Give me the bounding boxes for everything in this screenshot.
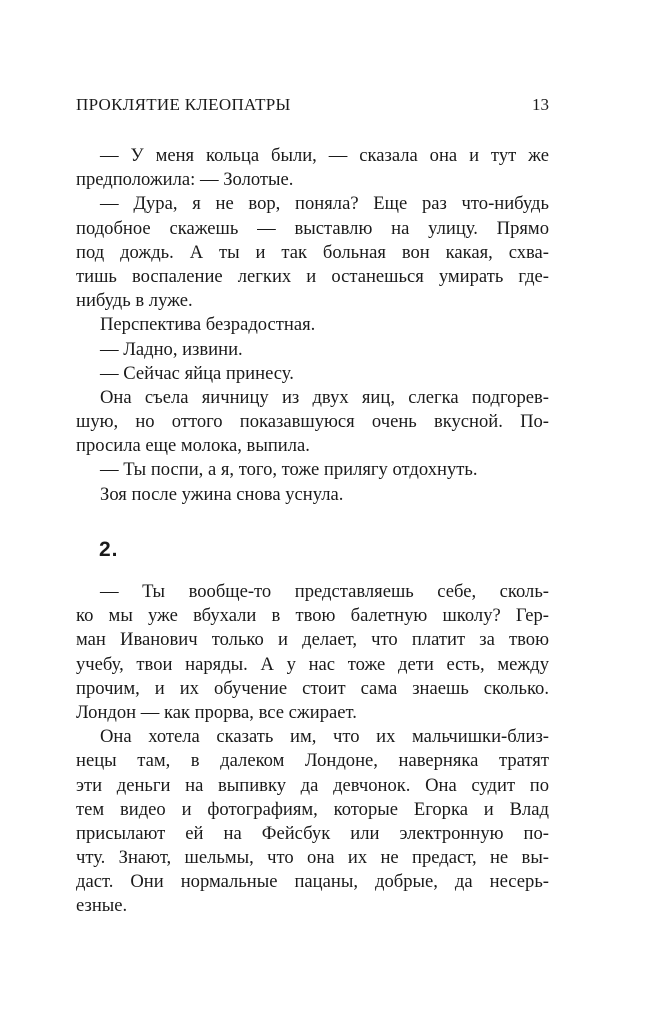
text-line: Зоя после ужина снова уснула. <box>100 483 344 505</box>
text-line: ман Иванович только и делает, что платит за твою <box>76 629 549 651</box>
text-line: — Ты поспи, а я, того, тоже прилягу отдохнуть. <box>100 459 478 481</box>
text-line: тем видео и фотографиям, которые Егорка и Влад <box>76 798 549 820</box>
text-line: подобное скажешь — выставлю на улицу. Прямо <box>76 217 549 239</box>
text-line: тишь воспаление легких и останешься умирать где- <box>76 265 549 287</box>
text-line: ко мы уже вбухали в твою балетную школу? Гер- <box>76 605 549 627</box>
running-header <box>76 95 549 121</box>
text-line: под дождь. А ты и так больная вон какая, схва- <box>76 241 549 263</box>
text-line: нибудь в луже. <box>76 290 193 312</box>
text-line: чту. Знают, шельмы, что она их не предаст, не вы- <box>76 847 549 869</box>
text-line: — У меня кольца были, — сказала она и тут же <box>100 145 549 166</box>
text-block-2 <box>76 580 549 919</box>
text-line: Лондон — как прорва, все сжирает. <box>76 701 357 723</box>
text-line: — Ладно, извини. <box>100 338 243 360</box>
chapter-heading: 2. <box>99 538 119 561</box>
text-line: предположила: — Золотые. <box>76 169 294 191</box>
text-line: нецы там, в далеком Лондоне, наверняка тратят <box>76 750 549 772</box>
text-line: — Дура, я не вор, поняла? Еще раз что-нибудь <box>100 193 549 215</box>
text-line: учебу, твои наряды. А у нас тоже дети есть, между <box>76 653 549 675</box>
text-line: Перспектива безрадостная. <box>100 314 316 336</box>
text-line: Она хотела сказать им, что их мальчишки-близ- <box>100 726 549 748</box>
running-title: ПРОКЛЯТИЕ КЛЕОПАТРЫ <box>76 95 291 114</box>
text-block-1 <box>76 144 549 507</box>
page-number: 13 <box>532 95 549 114</box>
text-line: даст. Они нормальные пацаны, добрые, да несерь- <box>76 871 549 893</box>
text-line: просила еще молока, выпила. <box>76 435 310 457</box>
text-line: Она съела яичницу из двух яиц, слегка подгорев- <box>100 386 549 408</box>
text-line: — Ты вообще-то представляешь себе, сколь- <box>100 581 549 602</box>
text-line: шую, но оттого показавшуюся очень вкусной. По- <box>76 411 549 433</box>
text-line: прочим, и их обучение стоит сама знаешь сколько. <box>76 677 549 699</box>
text-line: эти деньги на выпивку да девчонок. Она судит по <box>76 774 549 796</box>
text-line: присылают ей на Фейсбук или электронную по- <box>76 822 549 844</box>
text-line: езные. <box>76 895 128 917</box>
text-line: — Сейчас яйца принесу. <box>100 362 294 384</box>
